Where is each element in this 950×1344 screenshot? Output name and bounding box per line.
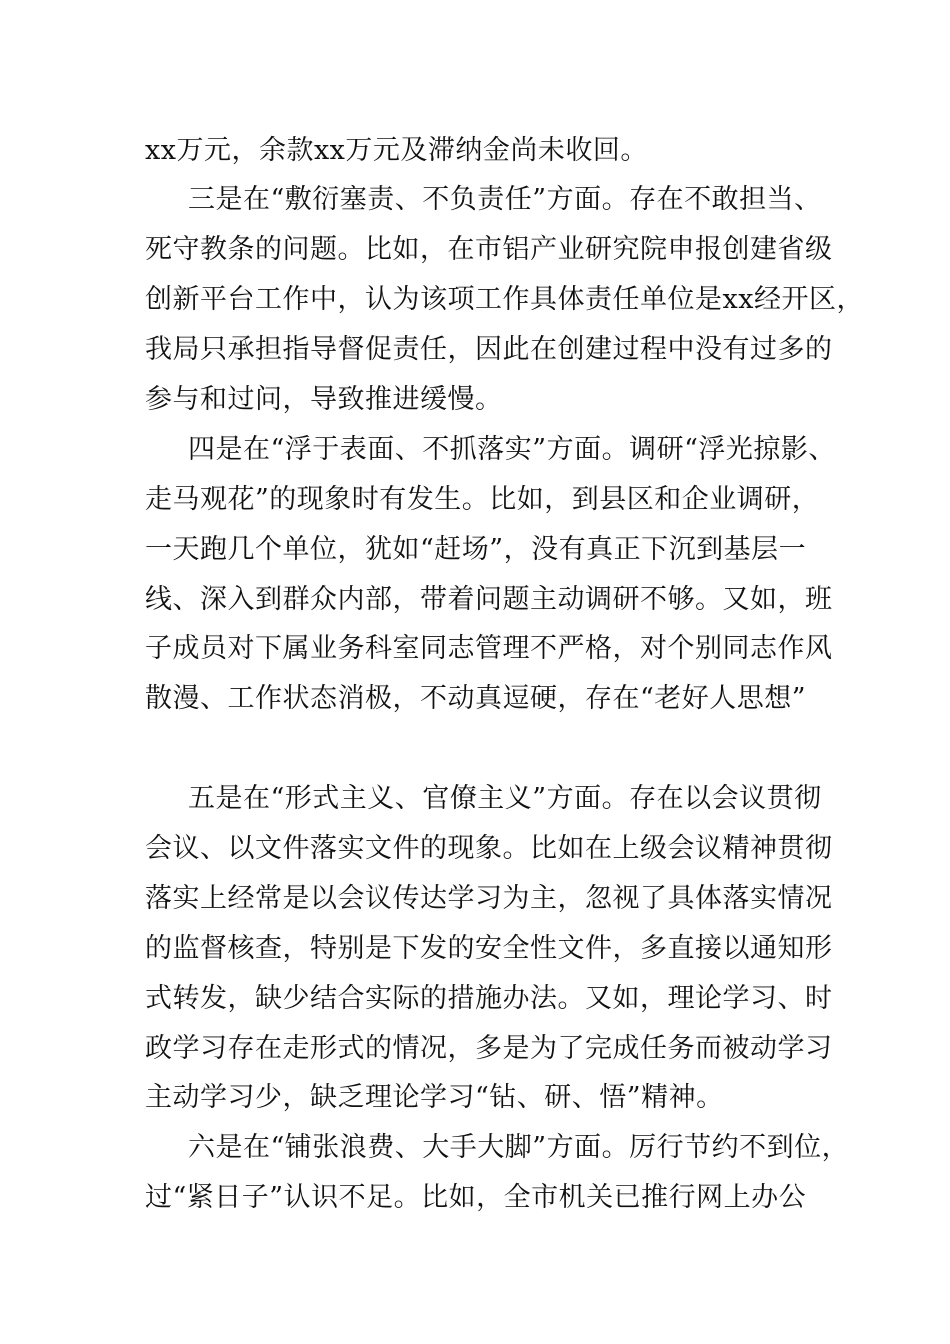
text-line: 死守教条的问题。比如，在市铝产业研究院申报创建省级 (145, 234, 833, 265)
text-line: 散漫、工作状态消极，不动真逗硬，存在“老好人思想” (145, 683, 807, 714)
text-line: 政学习存在走形式的情况，多是为了完成任务而被动学习 (145, 1033, 833, 1064)
text-line: 的监督核查，特别是下发的安全性文件，多直接以通知形 (145, 933, 833, 964)
paragraph-five-first-line: 五是在“形式主义、官僚主义”方面。存在以会议贯彻 (188, 783, 822, 814)
text-line: 过“紧日子”认识不足。比如，全市机关已推行网上办公 (145, 1182, 807, 1213)
text-line: 参与和过问，导致推进缓慢。 (145, 384, 503, 415)
paragraph-three-first-line: 三是在“敷衍塞责、不负责任”方面。存在不敢担当、 (188, 184, 822, 215)
text-line: 主动学习少，缺乏理论学习“钻、研、悟”精神。 (145, 1082, 724, 1113)
text-line: 线、深入到群众内部，带着问题主动调研不够。又如，班 (145, 584, 833, 615)
text-line: 我局只承担指导督促责任，因此在创建过程中没有过多的 (145, 334, 833, 365)
text-line: 子成员对下属业务科室同志管理不严格，对个别同志作风 (145, 633, 833, 664)
paragraph-six-first-line: 六是在“铺张浪费、大手大脚”方面。厉行节约不到位， (188, 1132, 850, 1163)
text-line: 会议、以文件落实文件的现象。比如在上级会议精神贯彻 (145, 833, 833, 864)
text-line: 创新平台工作中，认为该项工作具体责任单位是xx经开区， (145, 284, 864, 315)
text-line: 式转发，缺少结合实际的措施办法。又如，理论学习、时 (145, 983, 833, 1014)
text-line: 落实上经常是以会议传达学习为主，忽视了具体落实情况 (145, 883, 833, 914)
text-line: 一天跑几个单位，犹如“赶场”，没有真正下沉到基层一 (145, 534, 807, 565)
text-line: 走马观花”的现象时有发生。比如，到县区和企业调研， (145, 484, 820, 515)
paragraph-four-first-line: 四是在“浮于表面、不抓落实”方面。调研“浮光掠影、 (188, 434, 836, 465)
text-line: xx万元，余款xx万元及滞纳金尚未收回。 (145, 135, 648, 166)
